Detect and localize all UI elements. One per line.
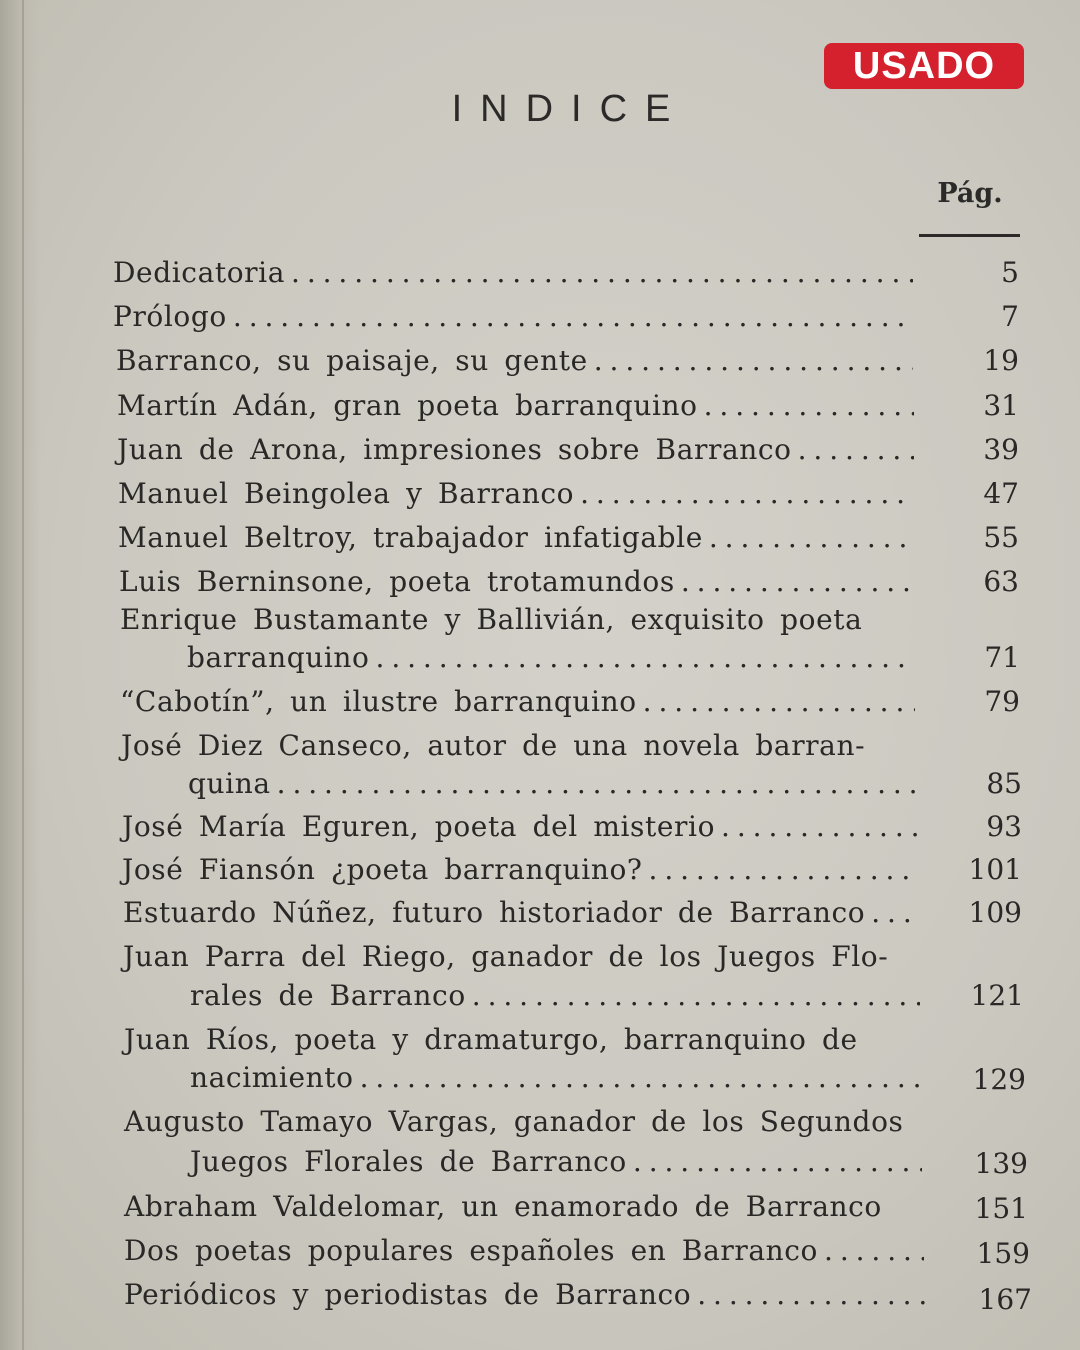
toc-entry-title: Prólogo xyxy=(113,300,227,333)
toc-entry-title: Dos poetas populares españoles en Barranco xyxy=(124,1234,819,1267)
page-title: INDICE xyxy=(451,88,689,130)
toc-leader xyxy=(360,1058,920,1098)
toc-entry xyxy=(122,807,917,847)
toc-entry-page: 159 xyxy=(976,1237,1030,1270)
toc-leader xyxy=(871,893,918,933)
toc-leader xyxy=(594,341,913,381)
toc-leader xyxy=(277,764,916,804)
toc-entry-page: 19 xyxy=(983,344,1019,377)
toc-entry-title: José María Eguren, poeta del misterio xyxy=(122,810,716,843)
toc-leader xyxy=(704,386,914,426)
toc-entry xyxy=(119,562,914,602)
toc-leader xyxy=(798,430,914,470)
toc-entry-title: Juan Ríos, poeta y dramaturgo, barranquino de xyxy=(124,1023,858,1056)
toc-entry-page: 5 xyxy=(1001,256,1019,289)
toc-entry xyxy=(113,297,913,337)
toc-leader xyxy=(633,1142,922,1182)
toc-entry xyxy=(118,518,914,558)
toc-entry-page: 7 xyxy=(1001,300,1019,333)
toc-leader xyxy=(233,297,913,337)
toc-entry-title: Dedicatoria xyxy=(113,256,286,289)
toc-entry xyxy=(124,1231,924,1271)
toc-entry xyxy=(123,937,923,977)
toc-entry-title-cont: Juegos Florales de Barranco xyxy=(190,1145,627,1178)
toc-leader xyxy=(472,976,920,1016)
toc-entry-title: Enrique Bustamante y Ballivián, exquisito poeta xyxy=(120,603,863,636)
toc-entry-continuation xyxy=(188,764,916,804)
toc-leader xyxy=(709,518,914,558)
toc-entry-page: 139 xyxy=(974,1147,1028,1180)
toc-entry-page: 101 xyxy=(968,853,1022,886)
toc-entry-title: Abraham Valdelomar, un enamorado de Barranco xyxy=(124,1190,882,1223)
toc-entry-title: José Fiansón ¿poeta barranquino? xyxy=(122,853,643,886)
toc-entry-title: Juan de Arona, impresiones sobre Barranco xyxy=(117,433,792,466)
toc-entry xyxy=(116,341,913,381)
toc-entry-title: Manuel Beltroy, trabajador infatigable xyxy=(118,521,703,554)
toc-entry-page: 55 xyxy=(983,521,1019,554)
toc-leader xyxy=(649,850,917,890)
toc-entry-title: Juan Parra del Riego, ganador de los Juegos Flo- xyxy=(123,940,889,973)
toc-entry xyxy=(124,1187,929,1227)
toc-entry xyxy=(124,1102,929,1142)
toc-leader xyxy=(291,253,913,293)
toc-entry xyxy=(118,474,914,514)
toc-entry-page: 93 xyxy=(986,810,1022,843)
toc-leader xyxy=(580,474,914,514)
toc-entry-title: “Cabotín”, un ilustre barranquino xyxy=(120,685,637,718)
used-badge: USADO xyxy=(824,43,1024,89)
toc-entry xyxy=(120,682,915,722)
toc-entry-title: José Diez Canseco, autor de una novela barran- xyxy=(121,729,866,762)
toc-leader xyxy=(643,682,915,722)
toc-entry xyxy=(120,600,920,640)
toc-entry-page: 47 xyxy=(983,477,1019,510)
toc-entry-page: 39 xyxy=(983,433,1019,466)
toc-entry xyxy=(117,430,914,470)
toc-entry xyxy=(124,1275,926,1315)
toc-leader xyxy=(721,807,917,847)
toc-entry-title: Periódicos y periodistas de Barranco xyxy=(124,1278,692,1311)
toc-entry xyxy=(121,726,921,766)
toc-entry-title-cont: barranquino xyxy=(187,641,370,674)
toc-entry-page: 63 xyxy=(983,565,1019,598)
toc-entry xyxy=(122,850,917,890)
toc-entry-title-cont: nacimiento xyxy=(190,1061,354,1094)
toc-entry-title: Augusto Tamayo Vargas, ganador de los Segundos xyxy=(124,1105,904,1138)
toc-entry-title: Luis Berninsone, poeta trotamundos xyxy=(119,565,675,598)
toc-entry-title: Martín Adán, gran poeta barranquino xyxy=(117,389,698,422)
toc-entry xyxy=(117,386,914,426)
toc-entry-continuation xyxy=(190,1058,920,1098)
toc-entry-continuation xyxy=(190,976,920,1016)
toc-entry-page: 129 xyxy=(972,1063,1026,1096)
toc-entry-title-cont: quina xyxy=(188,767,271,800)
toc-leader xyxy=(681,562,914,602)
toc-entry-title: Barranco, su paisaje, su gente xyxy=(116,344,588,377)
toc-entry-page: 71 xyxy=(984,641,1020,674)
toc-leader xyxy=(824,1231,924,1271)
toc-entry xyxy=(113,253,913,293)
toc-entry-page: 79 xyxy=(984,685,1020,718)
toc-entry-title: Manuel Beingolea y Barranco xyxy=(118,477,575,510)
toc-entry xyxy=(124,1020,924,1060)
toc-entry-continuation xyxy=(190,1142,922,1182)
toc-entry-title-cont: rales de Barranco xyxy=(190,979,466,1012)
toc-leader xyxy=(376,638,915,678)
toc-entry xyxy=(123,893,918,933)
toc-entry-continuation xyxy=(187,638,915,678)
toc-entry-page: 31 xyxy=(983,389,1019,422)
toc-entry-page: 85 xyxy=(986,767,1022,800)
toc-entry-page: 109 xyxy=(968,896,1022,929)
page-column-label: Pág. xyxy=(937,178,1003,209)
toc-leader xyxy=(697,1275,926,1315)
toc-entry-page: 167 xyxy=(978,1283,1032,1316)
toc-entry-page: 121 xyxy=(970,979,1024,1012)
toc-entry-title: Estuardo Núñez, futuro historiador de Barranco xyxy=(123,896,866,929)
toc-entry-page: 151 xyxy=(974,1192,1028,1225)
